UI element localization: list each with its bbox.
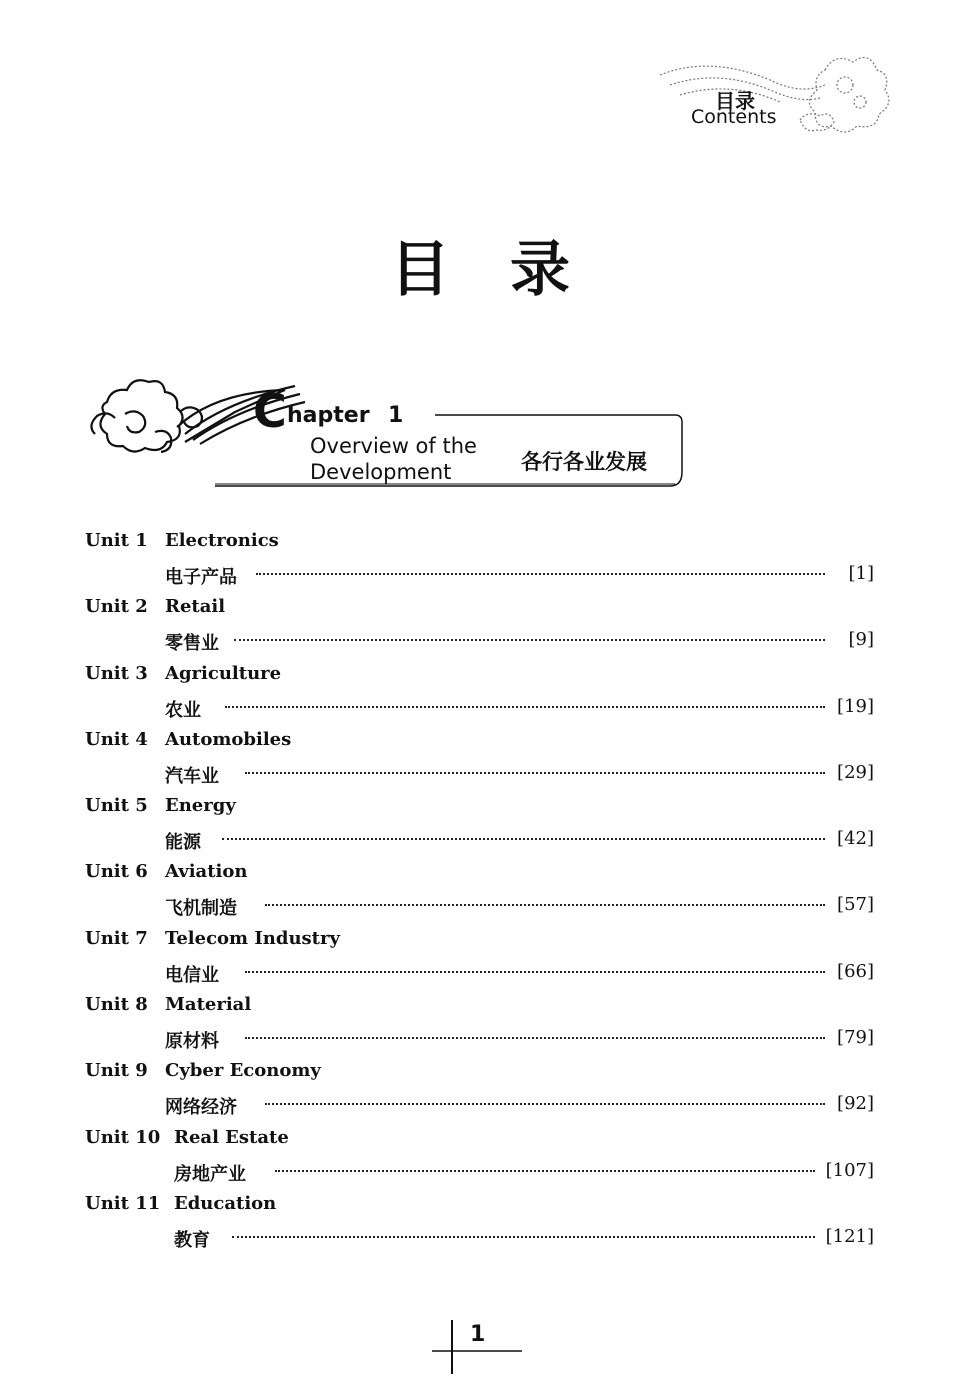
toc-entry[interactable]	[0, 790, 960, 856]
unit-label: Unit 11	[85, 1192, 161, 1214]
page-reference: [19]	[837, 695, 874, 717]
unit-cn-title: 飞机制造	[165, 898, 237, 920]
unit-label: Unit 2	[85, 596, 148, 618]
leader-dots	[265, 904, 825, 906]
page-footer	[430, 1318, 530, 1378]
toc-entry[interactable]	[0, 591, 960, 657]
unit-cn-title: 房地产业	[174, 1163, 246, 1185]
unit-cn-title: 农业	[165, 699, 201, 721]
leader-dots	[245, 772, 825, 774]
unit-label: Unit 8	[85, 994, 148, 1016]
page-reference: [29]	[837, 761, 874, 783]
leader-dots	[265, 1103, 825, 1105]
leader-dots	[245, 971, 825, 973]
unit-title: Electronics	[165, 530, 279, 551]
page-reference: [107]	[825, 1159, 874, 1181]
unit-cn-title: 能源	[165, 832, 201, 854]
unit-label: Unit 9	[85, 1060, 148, 1082]
toc-entry[interactable]	[0, 856, 960, 922]
leader-dots	[275, 1170, 815, 1172]
toc-entry[interactable]	[0, 525, 960, 591]
page-reference: [66]	[837, 960, 874, 982]
page-reference: [57]	[837, 894, 874, 916]
toc-entry[interactable]	[0, 923, 960, 989]
unit-label: Unit 5	[85, 795, 148, 817]
unit-label: Unit 4	[85, 728, 148, 750]
leader-dots	[232, 1236, 815, 1238]
page-title: 目录	[390, 235, 630, 305]
unit-cn-title: 教育	[174, 1229, 210, 1251]
unit-title: Agriculture	[165, 662, 282, 684]
chapter-banner	[85, 372, 695, 497]
unit-label: Unit 7	[85, 927, 148, 949]
toc-entry[interactable]	[0, 724, 960, 790]
header-cn-label: 目录	[715, 89, 755, 113]
unit-title: Aviation	[165, 861, 248, 883]
toc-list	[0, 525, 960, 1254]
unit-title: Energy	[165, 795, 236, 817]
page-reference: [79]	[837, 1027, 874, 1049]
toc-entry[interactable]	[0, 989, 960, 1055]
page-reference: [42]	[837, 828, 874, 850]
leader-dots	[245, 1037, 825, 1039]
page-reference: [9]	[848, 629, 874, 651]
page-number: 1	[470, 1322, 486, 1347]
leader-dots	[256, 573, 825, 575]
unit-label: Unit 3	[85, 662, 148, 684]
unit-label: Unit 1	[85, 530, 148, 551]
leader-dots	[222, 838, 825, 840]
unit-title: Education	[174, 1192, 277, 1214]
unit-title: Automobiles	[165, 728, 292, 750]
unit-cn-title: 汽车业	[165, 765, 219, 787]
unit-title: Retail	[165, 596, 226, 618]
unit-label: Unit 6	[85, 861, 148, 883]
page-reference: [92]	[837, 1093, 874, 1115]
unit-cn-title: 电子产品	[165, 567, 237, 588]
chapter-cn-title: 各行各业发展	[521, 450, 647, 474]
running-header	[650, 40, 890, 150]
unit-label: Unit 10	[85, 1126, 161, 1148]
unit-title: Material	[165, 994, 252, 1016]
page-reference: [121]	[825, 1225, 874, 1247]
unit-title: Cyber Economy	[165, 1060, 321, 1082]
leader-dots	[234, 639, 825, 641]
unit-title: Telecom Industry	[165, 927, 340, 949]
leader-dots	[225, 706, 825, 708]
chapter-number: 1	[388, 403, 404, 428]
toc-entry[interactable]	[0, 658, 960, 724]
unit-cn-title: 网络经济	[165, 1097, 237, 1119]
chapter-subtitle-line1: Overview of the	[310, 434, 477, 458]
chapter-subtitle	[310, 433, 510, 485]
page-reference: [1]	[848, 563, 874, 584]
unit-cn-title: 原材料	[165, 1031, 219, 1053]
chapter-initial: C	[253, 384, 287, 438]
unit-cn-title: 电信业	[165, 964, 219, 986]
toc-entry[interactable]	[0, 1055, 960, 1121]
cloud-ornament-icon	[650, 40, 890, 150]
toc-entry[interactable]	[0, 1122, 960, 1188]
unit-title: Real Estate	[174, 1126, 289, 1148]
chapter-subtitle-line2: Development	[310, 460, 452, 484]
toc-entry[interactable]	[0, 1188, 960, 1254]
unit-cn-title: 零售业	[165, 633, 219, 655]
chapter-word: hapter	[287, 403, 370, 428]
header-en-label: Contents	[691, 106, 777, 128]
